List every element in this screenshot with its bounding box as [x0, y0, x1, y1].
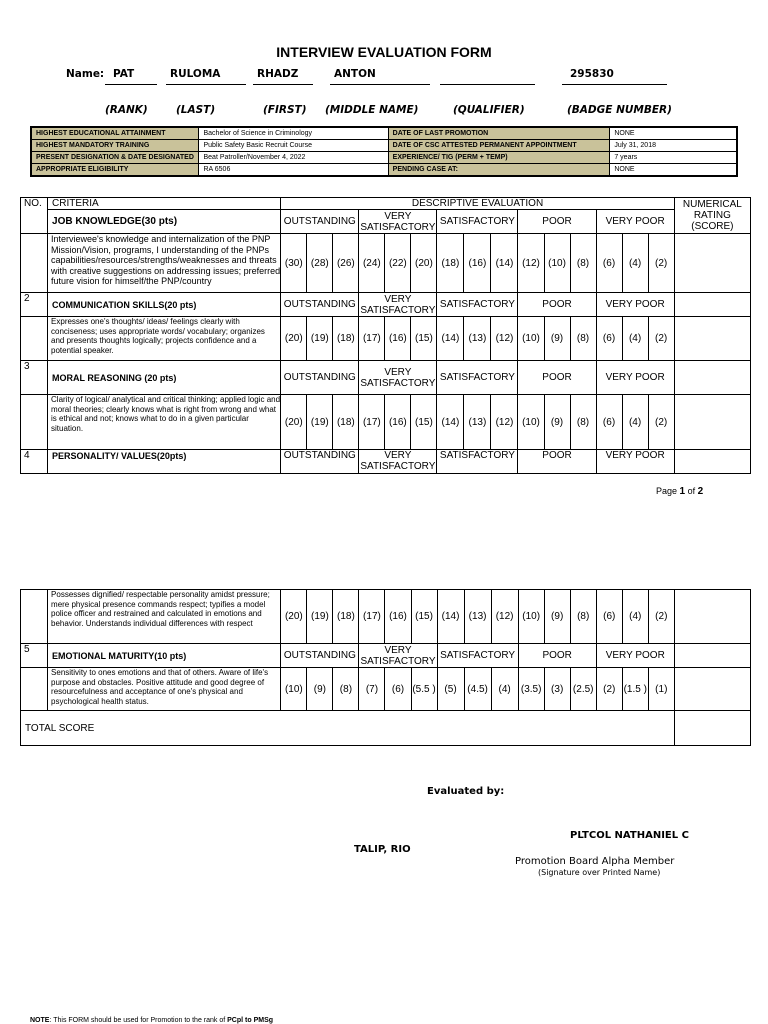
category-label: SATISFACTORY: [437, 450, 518, 474]
caption-middle: (MIDDLE NAME): [325, 104, 419, 116]
score-cell[interactable]: (4): [622, 590, 648, 644]
evaluated-by-label: Evaluated by:: [427, 786, 505, 797]
criteria-no-cell: [21, 668, 48, 711]
score-cell[interactable]: (2): [648, 395, 674, 450]
category-label: OUTSTANDING: [281, 210, 359, 234]
info-row: [31, 127, 737, 140]
score-cell[interactable]: (17): [359, 590, 385, 644]
category-label: VERY SATISFACTORY: [360, 293, 436, 316]
score-cell[interactable]: (14): [491, 234, 518, 293]
score-cell[interactable]: (15): [411, 590, 437, 644]
category-row: [21, 361, 751, 395]
criteria-title: MORAL REASONING (20 pts): [48, 361, 281, 395]
category-label: SATISFACTORY: [437, 644, 518, 668]
category-label: VERY POOR: [596, 293, 674, 317]
criteria-no: 4: [21, 450, 48, 474]
category-label: SATISFACTORY: [437, 361, 518, 395]
numerical-rating-cell[interactable]: [674, 234, 750, 293]
score-cell[interactable]: (6): [385, 668, 411, 711]
score-cell[interactable]: (18): [333, 590, 359, 644]
score-cell[interactable]: (13): [464, 317, 491, 361]
score-cell[interactable]: (5.5 ): [411, 668, 437, 711]
numerical-rating-cell[interactable]: [674, 668, 750, 711]
score-cell[interactable]: (10): [518, 395, 544, 450]
score-cell[interactable]: (15): [411, 395, 437, 450]
footnote: [30, 1017, 273, 1024]
score-cell[interactable]: (3): [544, 668, 570, 711]
category-row: [21, 293, 751, 317]
score-cell[interactable]: (22): [385, 234, 411, 293]
category-label: VERY SATISFACTORY: [360, 210, 436, 233]
score-cell[interactable]: (19): [307, 317, 333, 361]
last-underline: [166, 84, 246, 85]
category-label: POOR: [518, 644, 596, 668]
info-row: [31, 140, 737, 152]
score-cell[interactable]: (16): [464, 234, 491, 293]
criteria-no-cell: [21, 395, 48, 450]
score-cell[interactable]: (14): [437, 317, 464, 361]
score-cell[interactable]: (6): [596, 590, 622, 644]
criteria-row: [21, 234, 751, 293]
score-cell[interactable]: (4.5): [464, 668, 491, 711]
category-label: VERY POOR: [596, 210, 674, 234]
score-cell[interactable]: (12): [491, 317, 518, 361]
numerical-rating-cell[interactable]: [674, 590, 750, 644]
page-of: of: [687, 486, 696, 496]
info-row: [31, 152, 737, 164]
category-label: SATISFACTORY: [437, 293, 518, 317]
score-cell[interactable]: (6): [596, 317, 622, 361]
first-name-value: RHADZ: [257, 68, 299, 80]
numerical-rating-cell[interactable]: [674, 395, 750, 450]
page-current: 1: [679, 486, 686, 497]
score-cell[interactable]: (2.5): [570, 668, 596, 711]
score-cell[interactable]: (8): [570, 234, 596, 293]
score-cell[interactable]: (2): [648, 317, 674, 361]
note-text: : This FORM should be used for Promotion to the rank of: [49, 1017, 226, 1024]
criteria-row: [21, 395, 751, 450]
category-label: OUTSTANDING: [281, 361, 359, 395]
score-cell[interactable]: (20): [281, 590, 307, 644]
score-cell[interactable]: (10): [281, 668, 307, 711]
score-cell[interactable]: (20): [281, 395, 307, 450]
header-numerical-rating: NUMERICAL RATING (SCORE): [674, 198, 750, 234]
evaluation-table-page2: [20, 589, 751, 746]
category-label: VERY POOR: [596, 450, 674, 474]
criteria-title: JOB KNOWLEDGE(30 pts): [48, 210, 281, 234]
score-cell[interactable]: (8): [570, 395, 596, 450]
score-cell[interactable]: (26): [333, 234, 359, 293]
info-value: 7 years: [610, 152, 737, 164]
info-label: DATE OF CSC ATTESTED PERMANENT APPOINTMENT: [388, 140, 610, 152]
score-cell[interactable]: (8): [570, 317, 596, 361]
header-no: NO.: [21, 198, 48, 234]
score-cell[interactable]: (10): [518, 317, 544, 361]
info-table: [30, 126, 738, 177]
score-cell[interactable]: (2): [596, 668, 622, 711]
score-cell[interactable]: (2): [648, 234, 674, 293]
numerical-rating-cell[interactable]: [674, 317, 750, 361]
score-cell[interactable]: (18): [333, 395, 359, 450]
total-row: [21, 711, 751, 746]
middle-underline: [330, 84, 430, 85]
category-label: VERY POOR: [596, 361, 674, 395]
note-ranks: PCpl to PMSg: [227, 1017, 274, 1024]
score-cell[interactable]: (15): [411, 317, 437, 361]
criteria-title: PERSONALITY/ VALUES(20pts): [48, 450, 281, 474]
total-score-cell[interactable]: [674, 711, 750, 746]
category-row: [21, 210, 751, 234]
criteria-no: 2: [21, 293, 48, 317]
score-cell[interactable]: (14): [437, 395, 464, 450]
score-cell[interactable]: (14): [437, 590, 464, 644]
header-criteria: CRITERIA: [48, 198, 281, 210]
badge-underline: [562, 84, 667, 85]
category-label: OUTSTANDING: [281, 450, 359, 474]
category-label: VERY SATISFACTORY: [359, 361, 437, 395]
caption-qualifier: (QUALIFIER): [453, 104, 525, 116]
score-cell[interactable]: (8): [570, 590, 596, 644]
category-label: POOR: [518, 450, 596, 474]
evaluator-name-1: TALIP, RIO: [354, 844, 411, 855]
info-label: EXPERIENCE/ TIG (PERM + TEMP): [388, 152, 610, 164]
score-cell[interactable]: (16): [385, 590, 411, 644]
category-label: SATISFACTORY: [437, 210, 518, 234]
info-value: July 31, 2018: [610, 140, 737, 152]
score-cell[interactable]: (2): [648, 590, 674, 644]
score-cell[interactable]: (13): [464, 395, 491, 450]
score-cell[interactable]: (6): [596, 395, 622, 450]
qualifier-underline: [440, 84, 535, 85]
score-cell[interactable]: (12): [491, 395, 518, 450]
score-cell[interactable]: (4): [622, 395, 648, 450]
score-cell[interactable]: (17): [359, 317, 385, 361]
evaluator-name-2: PLTCOL NATHANIEL C: [570, 830, 689, 841]
score-cell[interactable]: (5): [437, 668, 464, 711]
score-cell[interactable]: (30): [281, 234, 307, 293]
criteria-description: Expresses one's thoughts/ ideas/ feelings clearly with conciseness; uses appropriate words/ vocabulary; organizes and presents thoughts logically; projects confidence and a potential speaker.: [48, 317, 281, 361]
score-cell[interactable]: (20): [281, 317, 307, 361]
category-label: OUTSTANDING: [281, 644, 359, 668]
caption-first: (FIRST): [263, 104, 307, 116]
name-line: [0, 68, 768, 84]
caption-badge: (BADGE NUMBER): [567, 104, 672, 116]
category-label: POOR: [518, 293, 596, 317]
score-cell[interactable]: (12): [491, 590, 518, 644]
score-cell[interactable]: (18): [437, 234, 464, 293]
info-label: HIGHEST MANDATORY TRAINING: [31, 140, 199, 152]
total-score-label: TOTAL SCORE: [21, 711, 675, 746]
criteria-description: Sensitivity to ones emotions and that of others. Aware of life's purpose and obstacles. Positive attitude and good degree of resourcefulness and acceptance of one's physical and psychological health status.: [48, 668, 281, 711]
info-value: RA 6506: [199, 164, 388, 177]
signature-caption: (Signature over Printed Name): [538, 868, 661, 877]
category-label: POOR: [518, 361, 596, 395]
score-cell[interactable]: (9): [544, 395, 570, 450]
score-cell[interactable]: (6): [596, 234, 622, 293]
page-total: 2: [697, 486, 704, 497]
category-label: OUTSTANDING: [281, 293, 359, 317]
criteria-title: COMMUNICATION SKILLS(20 pts): [48, 293, 281, 317]
criteria-no-cell: [21, 234, 48, 293]
score-cell[interactable]: (10): [544, 234, 570, 293]
info-row: [31, 164, 737, 177]
criteria-row: [21, 590, 751, 644]
info-label: PRESENT DESIGNATION & DATE DESIGNATED: [31, 152, 199, 164]
header-descriptive-evaluation: DESCRIPTIVE EVALUATION: [281, 198, 674, 210]
score-cell[interactable]: (4): [622, 317, 648, 361]
score-cell[interactable]: (3.5): [518, 668, 544, 711]
score-cell[interactable]: (16): [385, 317, 411, 361]
info-label: PENDING CASE AT:: [388, 164, 610, 177]
criteria-no: 5: [21, 644, 48, 668]
numerical-rating-cell: [674, 450, 750, 474]
numerical-rating-cell: [674, 644, 750, 668]
score-cell[interactable]: (7): [359, 668, 385, 711]
category-label: VERY SATISFACTORY: [360, 450, 436, 472]
caption-rank: (RANK): [105, 104, 148, 116]
category-label: VERY POOR: [596, 644, 674, 668]
info-label: APPROPRIATE ELIGIBILITY: [31, 164, 199, 177]
info-value: Beat Patroller/November 4, 2022: [199, 152, 388, 164]
name-label: Name:: [66, 68, 105, 80]
page-prefix: Page: [656, 486, 678, 496]
score-cell[interactable]: (4): [491, 668, 518, 711]
numerical-rating-cell: [674, 361, 750, 395]
score-cell[interactable]: (4): [622, 234, 648, 293]
score-cell[interactable]: (13): [464, 590, 491, 644]
first-underline: [253, 84, 313, 85]
score-cell[interactable]: (1.5 ): [622, 668, 648, 711]
info-value: Bachelor of Science in Criminology: [199, 127, 388, 140]
middle-name-value: ANTON: [334, 68, 376, 80]
last-name-value: RULOMA: [170, 68, 221, 80]
criteria-no: 3: [21, 361, 48, 395]
criteria-row: [21, 317, 751, 361]
info-label: DATE OF LAST PROMOTION: [388, 127, 610, 140]
score-cell[interactable]: (18): [333, 317, 359, 361]
score-cell[interactable]: (8): [333, 668, 359, 711]
badge-number-value: 295830: [570, 68, 614, 80]
category-row: [21, 450, 751, 474]
numerical-rating-cell: [674, 293, 750, 317]
score-cell[interactable]: (19): [307, 395, 333, 450]
score-cell[interactable]: (17): [359, 395, 385, 450]
criteria-row: [21, 668, 751, 711]
score-cell[interactable]: (9): [307, 668, 333, 711]
info-value: NONE: [610, 127, 737, 140]
score-cell[interactable]: (9): [544, 590, 570, 644]
page-number: [656, 486, 703, 497]
score-cell[interactable]: (24): [359, 234, 385, 293]
rank-underline: [105, 84, 157, 85]
score-cell[interactable]: (9): [544, 317, 570, 361]
criteria-no-cell: [21, 317, 48, 361]
category-row: [21, 644, 751, 668]
score-cell[interactable]: (28): [307, 234, 333, 293]
evaluator-role: Promotion Board Alpha Member: [515, 856, 675, 867]
criteria-description: Clarity of logical/ analytical and critical thinking; applied logic and moral theories; clearly knows what is right from wrong and what is ethical and not; knows what to do in a given particular situation.: [48, 395, 281, 450]
score-cell[interactable]: (20): [411, 234, 437, 293]
form-title: INTERVIEW EVALUATION FORM: [276, 44, 492, 60]
score-cell[interactable]: (19): [307, 590, 333, 644]
score-cell[interactable]: (10): [518, 590, 544, 644]
info-value: NONE: [610, 164, 737, 177]
criteria-title: EMOTIONAL MATURITY(10 pts): [48, 644, 281, 668]
table-header-row: [21, 198, 751, 210]
rank-value: PAT: [113, 68, 135, 80]
score-cell[interactable]: (16): [385, 395, 411, 450]
category-label: POOR: [518, 210, 596, 234]
caption-last: (LAST): [176, 104, 216, 116]
info-label: HIGHEST EDUCATIONAL ATTAINMENT: [31, 127, 199, 140]
criteria-description: Possesses dignified/ respectable personality amidst pressure; mere physical presence commands respect; typifies a model police officer and restrained and calculated in emotions and behavior. Understands individual differences with respect: [48, 590, 281, 644]
score-cell[interactable]: (1): [648, 668, 674, 711]
evaluation-table-page1: [20, 197, 751, 474]
info-value: Public Safety Basic Recruit Course: [199, 140, 388, 152]
score-cell[interactable]: (12): [518, 234, 544, 293]
note-label: NOTE: [30, 1017, 50, 1024]
category-label: VERY SATISFACTORY: [360, 644, 436, 667]
criteria-no-cell: [21, 590, 48, 644]
criteria-description: Interviewee's knowledge and internalization of the PNP Mission/Vision, programs, I understanding of the PNPs capabilities/resources/strengths/weaknesses and threats with creative suggestions on addressing issues; preferred future vision for himself/the PNP/country: [48, 234, 281, 293]
